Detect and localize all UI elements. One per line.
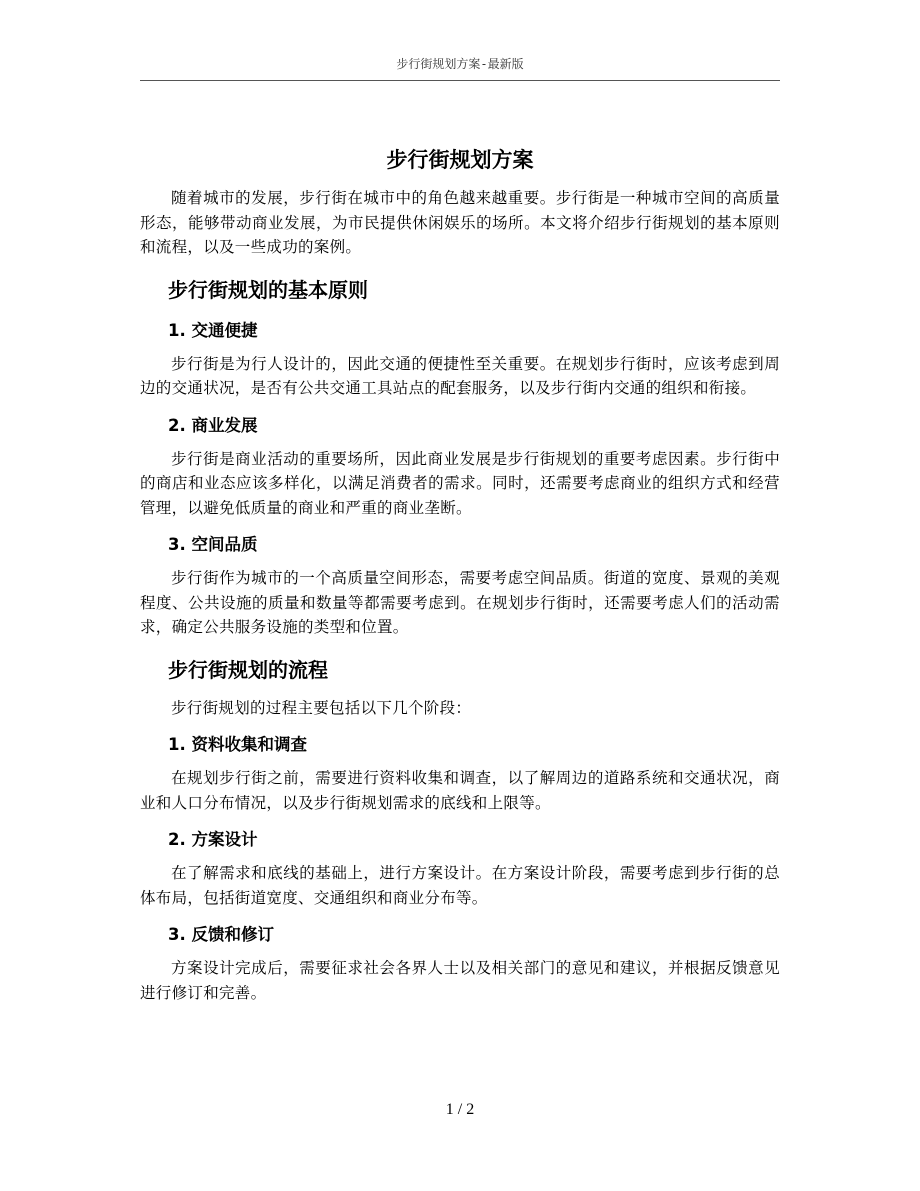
- subsection-heading: 1. 交通便捷: [168, 320, 258, 340]
- body-paragraph: 在规划步行街之前，需要进行资料收集和调查，以了解周边的道路系统和交通状况，商业和人口分布情况，以及步行街规划需求的底线和上限等。: [140, 769, 780, 812]
- subsection-heading: 1. 资料收集和调查: [168, 735, 307, 754]
- subsection-heading: 2. 商业发展: [168, 415, 258, 435]
- body-paragraph: 步行街是为行人设计的，因此交通的便捷性至关重要。在规划步行街时，应该考虑到周边的交通状况，是否有公共交通工具站点的配套服务，以及步行街内交通的组织和衔接。: [140, 354, 780, 397]
- intro-paragraph: 随着城市的发展，步行街在城市中的角色越来越重要。步行街是一种城市空间的高质量形态，能够带动商业发展，为市民提供休闲娱乐的场所。本文将介绍步行街规划的基本原则和流程，以及一些成功的案例。: [140, 189, 780, 256]
- subsection-heading: 3. 空间品质: [168, 535, 258, 554]
- document-title: 步行街规划方案: [386, 148, 534, 172]
- body-paragraph: 在了解需求和底线的基础上，进行方案设计。在方案设计阶段，需要考虑到步行街的总体布局，包括街道宽度、交通组织和商业分布等。: [140, 864, 780, 907]
- subsection-heading: 3. 反馈和修订: [168, 925, 274, 944]
- section-heading-principles: 步行街规划的基本原则: [168, 277, 368, 302]
- section-heading-process: 步行街规划的流程: [168, 657, 328, 682]
- subsection-heading: 2. 方案设计: [168, 830, 258, 849]
- page-header: 步行街规划方案-最新版: [396, 57, 524, 71]
- header-divider: [140, 80, 780, 81]
- document-body: [140, 140, 780, 1005]
- body-paragraph: 步行街是商业活动的重要场所，因此商业发展是步行街规划的重要考虑因素。步行街中的商店和业态应该多样化，以满足消费者的需求。同时，还需要考虑商业的组织方式和经营管理，以避免低质量的商业和严重的商业垄断。: [140, 449, 780, 517]
- body-paragraph: 步行街作为城市的一个高质量空间形态，需要考虑空间品质。街道的宽度、景观的美观程度、公共设施的质量和数量等都需要考虑到。在规划步行街时，还需要考虑人们的活动需求，确定公共服务设施的类型和位置。: [140, 569, 780, 636]
- page-number: 1 / 2: [445, 1101, 475, 1118]
- body-paragraph: 方案设计完成后，需要征求社会各界人士以及相关部门的意见和建议，并根据反馈意见进行修订和完善。: [140, 959, 780, 1002]
- process-intro-paragraph: 步行街规划的过程主要包括以下几个阶段：: [171, 698, 472, 717]
